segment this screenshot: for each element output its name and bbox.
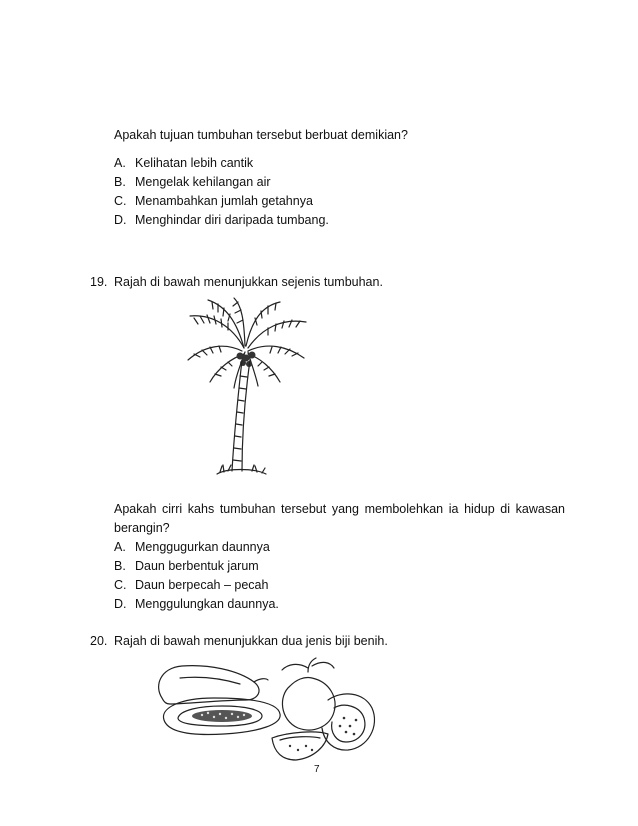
papaya-illustration (150, 658, 285, 748)
page-number: 7 (314, 764, 320, 775)
option-text: Daun berpecah – pecah (135, 578, 269, 592)
option-letter: D. (114, 597, 127, 611)
coconut-palm-illustration (182, 296, 312, 481)
option-letter: B. (114, 559, 126, 573)
q20-number: 20. (90, 634, 108, 648)
option-text: Mengelak kehilangan air (135, 175, 271, 189)
option-letter: C. (114, 194, 127, 208)
q20-intro: Rajah di bawah menunjukkan dua jenis biji benih. (114, 634, 388, 648)
option-text: Menambahkan jumlah getahnya (135, 194, 313, 208)
q19-intro: Rajah di bawah menunjukkan sejenis tumbuhan. (114, 275, 383, 289)
option-text: Menggugurkan daunnya (135, 540, 270, 554)
q19-question-line1: Apakah cirri kahs tumbuhan tersebut yang membolehkan ia hidup di kawasan (114, 502, 565, 516)
option-letter: A. (114, 156, 126, 170)
q18-question: Apakah tujuan tumbuhan tersebut berbuat demikian? (114, 128, 408, 142)
option-text: Menggulungkan daunnya. (135, 597, 279, 611)
option-text: Kelihatan lebih cantik (135, 156, 254, 170)
q19-number: 19. (90, 275, 108, 289)
option-letter: B. (114, 175, 126, 189)
option-letter: D. (114, 213, 127, 227)
q19-question-line2: berangin? (114, 521, 170, 535)
option-letter: C. (114, 578, 127, 592)
option-letter: A. (114, 540, 126, 554)
option-text: Daun berbentuk jarum (135, 559, 259, 573)
guava-illustration (268, 656, 383, 766)
option-text: Menghindar diri daripada tumbang. (135, 213, 329, 227)
